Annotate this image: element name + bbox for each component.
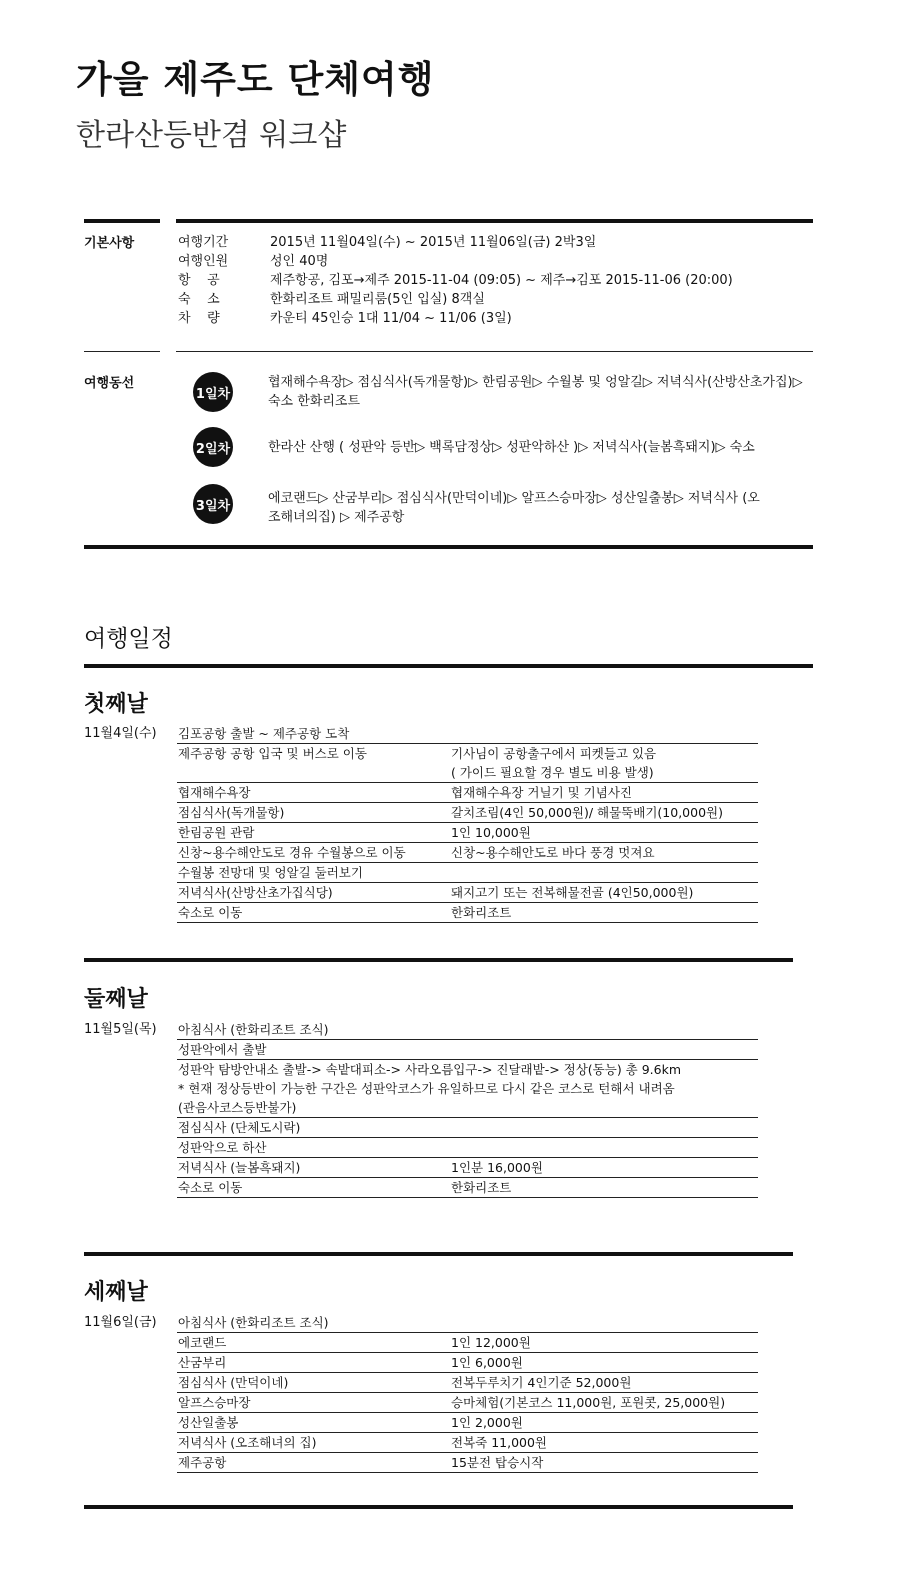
day-badge: 1일차 bbox=[193, 372, 233, 412]
schedule-item: 숙소로 이동 bbox=[177, 903, 448, 923]
basic-info-row bbox=[178, 252, 733, 271]
schedule-note: 1인 10,000원 bbox=[448, 823, 758, 843]
table-row bbox=[177, 1333, 758, 1353]
schedule-long-note: 성판악 탐방안내소 출발-> 속밭대피소-> 사라오름입구-> 진달래밭-> 정상(동능) 총 9.6km * 현재 정상등반이 가능한 구간은 성판악코스가 유일하므로 다시 같은 코스로 턴해서 내려옴 (관음사코스등반불가) bbox=[177, 1060, 758, 1118]
info-key: 숙 소 bbox=[178, 292, 220, 307]
table-row bbox=[177, 1178, 758, 1198]
day-badge: 2일차 bbox=[193, 427, 233, 467]
schedule-item: 숙소로 이동 bbox=[177, 1178, 448, 1198]
day1-heading: 첫째날 bbox=[84, 692, 148, 717]
basic-info-row bbox=[178, 309, 733, 328]
schedule-item: 제주공항 bbox=[177, 1453, 448, 1473]
schedule-note: 한화리조트 bbox=[448, 903, 758, 923]
schedule-item: 저녁식사 (늘봄흑돼지) bbox=[177, 1158, 448, 1178]
table-row bbox=[177, 1433, 758, 1453]
table-row bbox=[177, 1393, 758, 1413]
table-row bbox=[177, 823, 758, 843]
basic-info-row bbox=[178, 271, 733, 290]
schedule-note: 승마체험(기본코스 11,000원, 포원콧, 25,000원) bbox=[448, 1393, 758, 1413]
basic-info-row bbox=[178, 290, 733, 309]
schedule-item: 저녁식사 (오조해녀의 집) bbox=[177, 1433, 448, 1453]
basic-info-list bbox=[178, 233, 733, 328]
table-row bbox=[177, 883, 758, 903]
schedule-item: 알프스승마장 bbox=[177, 1393, 448, 1413]
day1-bottom-rule bbox=[84, 958, 793, 962]
day2-bottom-rule bbox=[84, 1252, 793, 1256]
table-row bbox=[177, 1138, 758, 1158]
section-bottom-rule bbox=[84, 545, 813, 549]
schedule-note: 1인 6,000원 bbox=[448, 1353, 758, 1373]
table-row bbox=[177, 724, 758, 744]
day3-schedule-table bbox=[177, 1313, 758, 1473]
schedule-item: 김포공항 출발 ~ 제주공항 도착 bbox=[177, 724, 448, 744]
schedule-item: 점심식사(독개물항) bbox=[177, 803, 448, 823]
section-divider-left bbox=[84, 351, 160, 352]
schedule-item: 성판악에서 출발 bbox=[177, 1040, 448, 1060]
schedule-item: 한림공원 관람 bbox=[177, 823, 448, 843]
section-rule-left bbox=[84, 219, 160, 223]
table-row bbox=[177, 744, 758, 783]
day3-bottom-rule bbox=[84, 1505, 793, 1509]
schedule-item: 성산일출봉 bbox=[177, 1413, 448, 1433]
schedule-note: 한화리조트 bbox=[448, 1178, 758, 1198]
table-row bbox=[177, 1040, 758, 1060]
schedule-item: 에코랜드 bbox=[177, 1333, 448, 1353]
info-key: 여행기간 bbox=[178, 235, 229, 250]
plan-title-rule bbox=[84, 664, 813, 668]
table-row bbox=[177, 1413, 758, 1433]
info-value: 2015년 11월04일(수) ~ 2015년 11월06일(금) 2박3일 bbox=[270, 235, 597, 250]
route-text: 협재해수욕장▷ 점심식사(독개물항)▷ 한림공원▷ 수월봉 및 엉알길▷ 저녁식사(산방산초가집)▷ 숙소 한화리조트 bbox=[268, 375, 803, 409]
info-value: 성인 40명 bbox=[270, 254, 329, 269]
schedule-item: 저녁식사(산방산초가집식당) bbox=[177, 883, 448, 903]
route-section-label: 여행동선 bbox=[84, 376, 135, 391]
info-value: 한화리조트 패밀리룸(5인 입실) 8객실 bbox=[270, 292, 485, 307]
table-row bbox=[177, 803, 758, 823]
table-row bbox=[177, 1453, 758, 1473]
schedule-note: 15분전 탑승시작 bbox=[448, 1453, 758, 1473]
section-divider-right bbox=[176, 351, 813, 352]
day1-date: 11월4일(수) bbox=[84, 726, 157, 741]
table-row bbox=[177, 903, 758, 923]
table-row bbox=[177, 1353, 758, 1373]
plan-title: 여행일정 bbox=[84, 626, 173, 652]
day3-heading: 세째날 bbox=[84, 1280, 148, 1305]
page-title: 가을 제주도 단체여행 bbox=[76, 58, 435, 101]
schedule-item: 점심식사 (만덕이네) bbox=[177, 1373, 448, 1393]
basic-section-label: 기본사항 bbox=[84, 236, 135, 251]
schedule-note bbox=[448, 724, 758, 744]
table-row bbox=[177, 1118, 758, 1138]
schedule-note: 전복죽 11,000원 bbox=[448, 1433, 758, 1453]
info-key: 여행인원 bbox=[178, 254, 229, 269]
schedule-note: 돼지고기 또는 전복해물전골 (4인50,000원) bbox=[448, 883, 758, 903]
table-row bbox=[177, 783, 758, 803]
schedule-note bbox=[448, 1040, 758, 1060]
schedule-item: 아침식사 (한화리조트 조식) bbox=[177, 1313, 448, 1333]
schedule-note: 갈치조림(4인 50,000원)/ 해물뚝배기(10,000원) bbox=[448, 803, 758, 823]
schedule-note: 전복두루치기 4인기준 52,000원 bbox=[448, 1373, 758, 1393]
table-row bbox=[177, 843, 758, 863]
table-row bbox=[177, 1373, 758, 1393]
schedule-note bbox=[448, 1020, 758, 1040]
schedule-note: 협재해수욕장 거닐기 및 기념사진 bbox=[448, 783, 758, 803]
table-row bbox=[177, 1313, 758, 1333]
day1-schedule-table bbox=[177, 724, 758, 923]
day2-date: 11월5일(목) bbox=[84, 1022, 157, 1037]
schedule-note bbox=[448, 1313, 758, 1333]
day2-heading: 둘째날 bbox=[84, 987, 148, 1012]
table-row bbox=[177, 1060, 758, 1118]
info-key: 차 량 bbox=[178, 311, 220, 326]
basic-info-row bbox=[178, 233, 733, 252]
day3-date: 11월6일(금) bbox=[84, 1315, 157, 1330]
schedule-item: 수월봉 전망대 및 엉알길 둘러보기 bbox=[177, 863, 448, 883]
schedule-item: 점심식사 (단체도시락) bbox=[177, 1118, 448, 1138]
schedule-note: 신창~용수해안도로 바다 풍경 멋져요 bbox=[448, 843, 758, 863]
schedule-note: 1인 2,000원 bbox=[448, 1413, 758, 1433]
schedule-note bbox=[448, 1118, 758, 1138]
schedule-note: 1인 12,000원 bbox=[448, 1333, 758, 1353]
day2-schedule-table bbox=[177, 1020, 758, 1198]
day-badge: 3일차 bbox=[193, 484, 233, 524]
info-value: 제주항공, 김포→제주 2015-11-04 (09:05) ~ 제주→김포 2015-11-06 (20:00) bbox=[270, 273, 733, 288]
schedule-item: 아침식사 (한화리조트 조식) bbox=[177, 1020, 448, 1040]
schedule-note: 기사님이 공항출구에서 피켓들고 있음 ( 가이드 필요할 경우 별도 비용 발생) bbox=[448, 744, 758, 783]
schedule-item: 협재해수욕장 bbox=[177, 783, 448, 803]
table-row bbox=[177, 863, 758, 883]
schedule-item: 산굼부리 bbox=[177, 1353, 448, 1373]
route-text: 에코랜드▷ 산굼부리▷ 점심식사(만덕이네)▷ 알프스승마장▷ 성산일출봉▷ 저녁식사 (오조해녀의집) ▷ 제주공항 bbox=[268, 491, 760, 525]
route-text: 한라산 산행 ( 성판악 등반▷ 백록담정상▷ 성판악하산 )▷ 저녁식사(늘봄흑돼지)▷ 숙소 bbox=[268, 440, 755, 455]
table-row bbox=[177, 1020, 758, 1040]
table-row bbox=[177, 1158, 758, 1178]
info-value: 카운티 45인승 1대 11/04 ~ 11/06 (3일) bbox=[270, 311, 512, 326]
info-key: 항 공 bbox=[178, 273, 220, 288]
schedule-note bbox=[448, 1138, 758, 1158]
section-rule-right bbox=[176, 219, 813, 223]
schedule-note: 1인분 16,000원 bbox=[448, 1158, 758, 1178]
schedule-item: 성판악으로 하산 bbox=[177, 1138, 448, 1158]
page-subtitle: 한라산등반겸 워크샵 bbox=[76, 118, 347, 153]
schedule-item: 신창~용수해안도로 경유 수월봉으로 이동 bbox=[177, 843, 448, 863]
schedule-note bbox=[448, 863, 758, 883]
schedule-item: 제주공항 공항 입국 및 버스로 이동 bbox=[177, 744, 448, 783]
